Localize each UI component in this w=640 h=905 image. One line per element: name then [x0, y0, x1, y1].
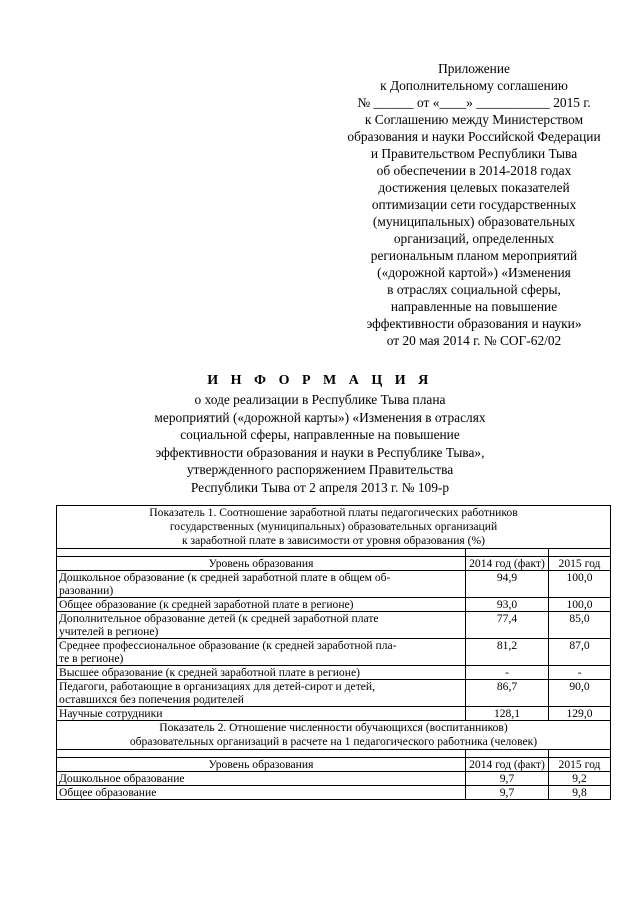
- value-2015: 100,0: [549, 571, 611, 598]
- col-header-level: Уровень образования: [57, 758, 466, 772]
- appendix-line: № ______ от «____» ___________ 2015 г.: [357, 95, 591, 110]
- value-2015: 90,0: [549, 680, 611, 707]
- value-2014: 9,7: [466, 786, 549, 800]
- value-2014: 86,7: [466, 680, 549, 707]
- appendix-line: («дорожной картой») «Изменения: [377, 265, 571, 280]
- col-header-level: Уровень образования: [57, 557, 466, 571]
- document-subtitle: [0, 391, 640, 496]
- value-2014: 128,1: [466, 707, 549, 721]
- subtitle-line: социальной сферы, направленные на повышение: [180, 427, 460, 442]
- row-label: Общее образование (к средней заработной плате в регионе): [57, 598, 466, 612]
- row-label: Научные сотрудники: [57, 707, 466, 721]
- indicator2-heading-row: [57, 721, 611, 750]
- appendix-line: об обеспечении в 2014-2018 годах: [376, 163, 572, 178]
- value-2015: 9,2: [549, 772, 611, 786]
- subtitle-line: эффективности образования и науки в Республике Тыва»,: [155, 444, 485, 460]
- row-label: Высшее образование (к средней заработной плате в регионе): [57, 666, 466, 680]
- indicator1-line: к заработной плате в зависимости от уровня образования (%): [181, 534, 486, 547]
- indicator2-line: образовательных организаций в расчете на 1 педагогического работника (человек): [129, 735, 538, 748]
- value-2015: 85,0: [549, 612, 611, 639]
- value-2015: -: [549, 666, 611, 680]
- appendix-line: и Правительством Республики Тыва: [370, 146, 578, 161]
- appendix-line: в отраслях социальной сферы,: [387, 282, 561, 297]
- table-row: [57, 707, 611, 721]
- value-2014: 93,0: [466, 598, 549, 612]
- spacer-row: [57, 549, 611, 557]
- indicators-table: [56, 505, 611, 800]
- value-2015: 100,0: [549, 598, 611, 612]
- spacer-row: [57, 750, 611, 758]
- table-row: [57, 571, 611, 598]
- appendix-line: организаций, определенных: [393, 231, 555, 246]
- value-2015: 9,8: [549, 786, 611, 800]
- column-header-row: [57, 557, 611, 571]
- appendix-line: образования и науки Российской Федерации: [347, 129, 601, 144]
- subtitle-line: о ходе реализации в Республике Тыва плана: [194, 392, 446, 407]
- row-label: Дополнительное образование детей (к средней заработной плате учителей в регионе): [57, 612, 466, 639]
- appendix-header: [300, 60, 640, 349]
- indicator1-heading: [57, 506, 611, 549]
- value-2014: -: [466, 666, 549, 680]
- indicator1-heading-row: [57, 506, 611, 549]
- appendix-line: Приложение: [438, 61, 510, 76]
- row-label: Дошкольное образование: [57, 772, 466, 786]
- appendix-line: достижения целевых показателей: [378, 180, 570, 195]
- value-2014: 81,2: [466, 639, 549, 666]
- table-row: [57, 612, 611, 639]
- appendix-line: к Дополнительному соглашению: [380, 78, 568, 93]
- col-header-2014: 2014 год (факт): [466, 758, 549, 772]
- subtitle-line: утвержденного распоряжением Правительства: [186, 462, 454, 477]
- table-row: [57, 772, 611, 786]
- indicator1-line: Показатель 1. Соотношение заработной платы педагогических работников: [149, 506, 518, 519]
- indicator2-line: Показатель 2. Отношение численности обучающихся (воспитанников): [159, 721, 508, 734]
- indicator2-heading: [57, 721, 611, 750]
- subtitle-line: мероприятий («дорожной карты») «Изменения в отраслях: [154, 409, 486, 425]
- table-row: [57, 786, 611, 800]
- value-2015: 87,0: [549, 639, 611, 666]
- table-row: [57, 680, 611, 707]
- column-header-row: [57, 758, 611, 772]
- appendix-line: эффективности образования и науки»: [366, 316, 582, 331]
- table-row: [57, 666, 611, 680]
- col-header-2015: 2015 год: [549, 557, 611, 571]
- appendix-line: региональным планом мероприятий: [370, 248, 578, 263]
- appendix-line: от 20 мая 2014 г. № СОГ-62/02: [386, 333, 562, 348]
- appendix-line: к Соглашению между Министерством: [364, 112, 584, 127]
- col-header-2015: 2015 год: [549, 758, 611, 772]
- appendix-line: направленные на повышение: [390, 299, 558, 314]
- value-2014: 77,4: [466, 612, 549, 639]
- row-label: Среднее профессиональное образование (к средней заработной пла- те в регионе): [57, 639, 466, 666]
- row-label: Дошкольное образование (к средней заработной плате в общем об- разовании): [57, 571, 466, 598]
- value-2014: 94,9: [466, 571, 549, 598]
- table-row: [57, 598, 611, 612]
- indicator1-line: государственных (муниципальных) образовательных организаций: [169, 520, 498, 533]
- table-row: [57, 639, 611, 666]
- document-title: И Н Ф О Р М А Ц И Я: [207, 373, 433, 388]
- subtitle-line: Республики Тыва от 2 апреля 2013 г. № 109-р: [190, 479, 450, 495]
- value-2014: 9,7: [466, 772, 549, 786]
- appendix-line: оптимизации сети государственных: [371, 197, 577, 212]
- value-2015: 129,0: [549, 707, 611, 721]
- row-label: Педагоги, работающие в организациях для детей-сирот и детей, оставшихся без попечения родителей: [57, 680, 466, 707]
- row-label: Общее образование: [57, 786, 466, 800]
- col-header-2014: 2014 год (факт): [466, 557, 549, 571]
- appendix-line: (муниципальных) образовательных: [372, 214, 576, 229]
